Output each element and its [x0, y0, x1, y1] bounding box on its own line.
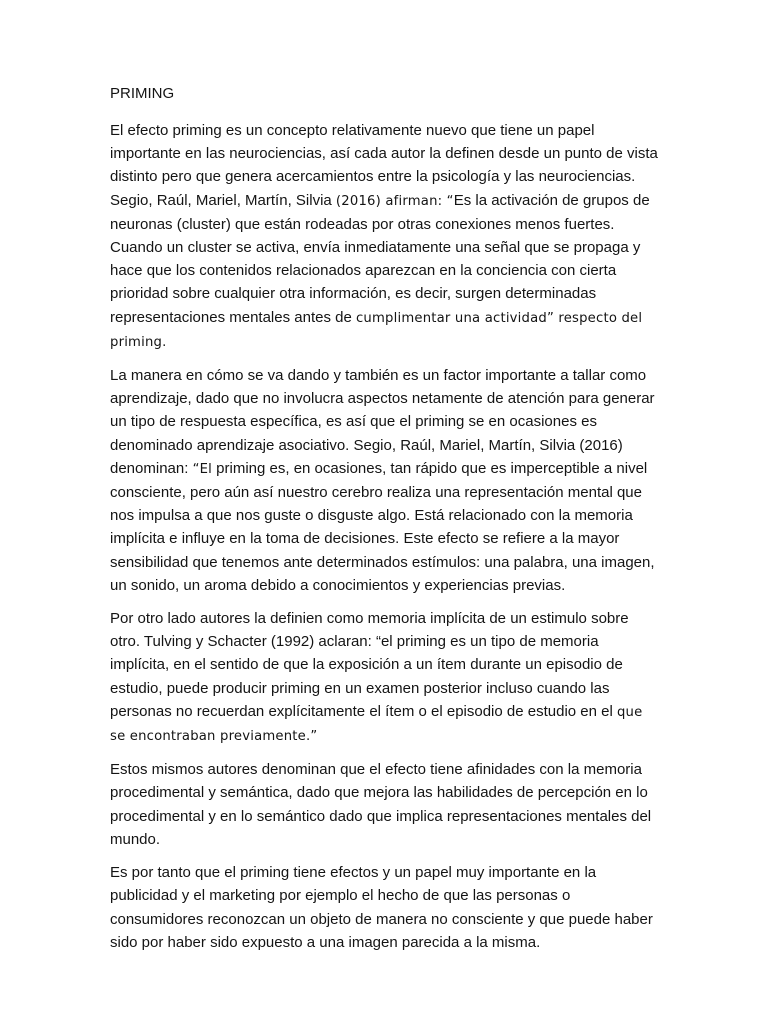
- paragraph-implicit-memory: [110, 607, 660, 748]
- paragraph-text: Por otro lado autores la definien como memoria implícita de un estimulo sobre otro. Tulving y Schacter (1992) aclaran: “el priming es un tipo de memoria implícita, en el sentido de que la exposición a un ítem durante un episodio de estudio, puede producir priming en un examen posterior incluso cuando las personas no recuerdan explícitamente el ítem o el episodio de estudio en el: [110, 610, 629, 720]
- paragraph-text: Es por tanto que el priming tiene efectos y un papel muy importante en la publicidad y el marketing por ejemplo el hecho de que las personas o consumidores reconozcan un objeto de manera no consciente y que puede haber sido por haber sido expuesto a una imagen parecida a la misma.: [110, 864, 653, 951]
- paragraph-text: Estos mismos autores denominan que el efecto tiene afinidades con la memoria procedimental y semántica, dado que mejora las habilidades de percepción en lo procedimental y en lo semántico dado que implica representaciones mentales del mundo.: [110, 761, 652, 848]
- citation-text: (2016) afirman: “: [335, 193, 454, 209]
- quote-text: Es la activación de grupos de neuronas (cluster) que están rodeadas por otras conexiones menos fuertes. Cuando un cluster se activa, envía inmediatamente una señal que se propaga y hace que los contenidos relacionados aparezcan en la conciencia con cierta prioridad sobre cualquier otra información, es decir, surgen determinadas representaciones mentales antes de: [110, 191, 650, 326]
- document-title: PRIMING: [110, 85, 175, 102]
- paragraph-definition: [110, 119, 660, 354]
- paragraph-semantic-memory: [110, 758, 660, 851]
- paragraph-marketing: [110, 861, 660, 954]
- quote-opening: “El: [192, 461, 212, 477]
- paragraph-text: La manera en cómo se va dando y también es un factor importante a tallar como aprendizaje, dado que no involucra aspectos netamente de atención para generar un tipo de respuesta específica, es así que el priming se en ocasiones es denominado aprendizaje asociativo. Segio, Raúl, Mariel, Martín, Silvia (2016) denominan:: [110, 367, 655, 477]
- quote-text: priming es, en ocasiones, tan rápido que es imperceptible a nivel consciente, pero aún así nuestro cerebro realiza una representación mental que nos impulsa a que nos guste o disguste algo. Está relacionado con la memoria implícita e influye en la toma de decisiones. Este efecto se refiere a la mayor sensibilidad que tenemos ante determinados estímulos: una palabra, una imagen, un sonido, un aroma debido a conocimientos y experiencias previas.: [110, 459, 655, 594]
- quote-ending: que se encontraban previamente.”: [110, 704, 643, 745]
- paragraph-learning: [110, 364, 660, 597]
- document-body: [110, 82, 660, 964]
- paragraph-text: El efecto priming es un concepto relativamente nuevo que tiene un papel importante en las neurociencias, así cada autor la definen desde un punto de vista distinto pero que genera acercamientos entre la psicología y las neurociencias. Segio, Raúl, Mariel, Martín, Silvia: [110, 122, 658, 209]
- quote-ending: cumplimentar una actividad” respecto del priming.: [110, 310, 643, 350]
